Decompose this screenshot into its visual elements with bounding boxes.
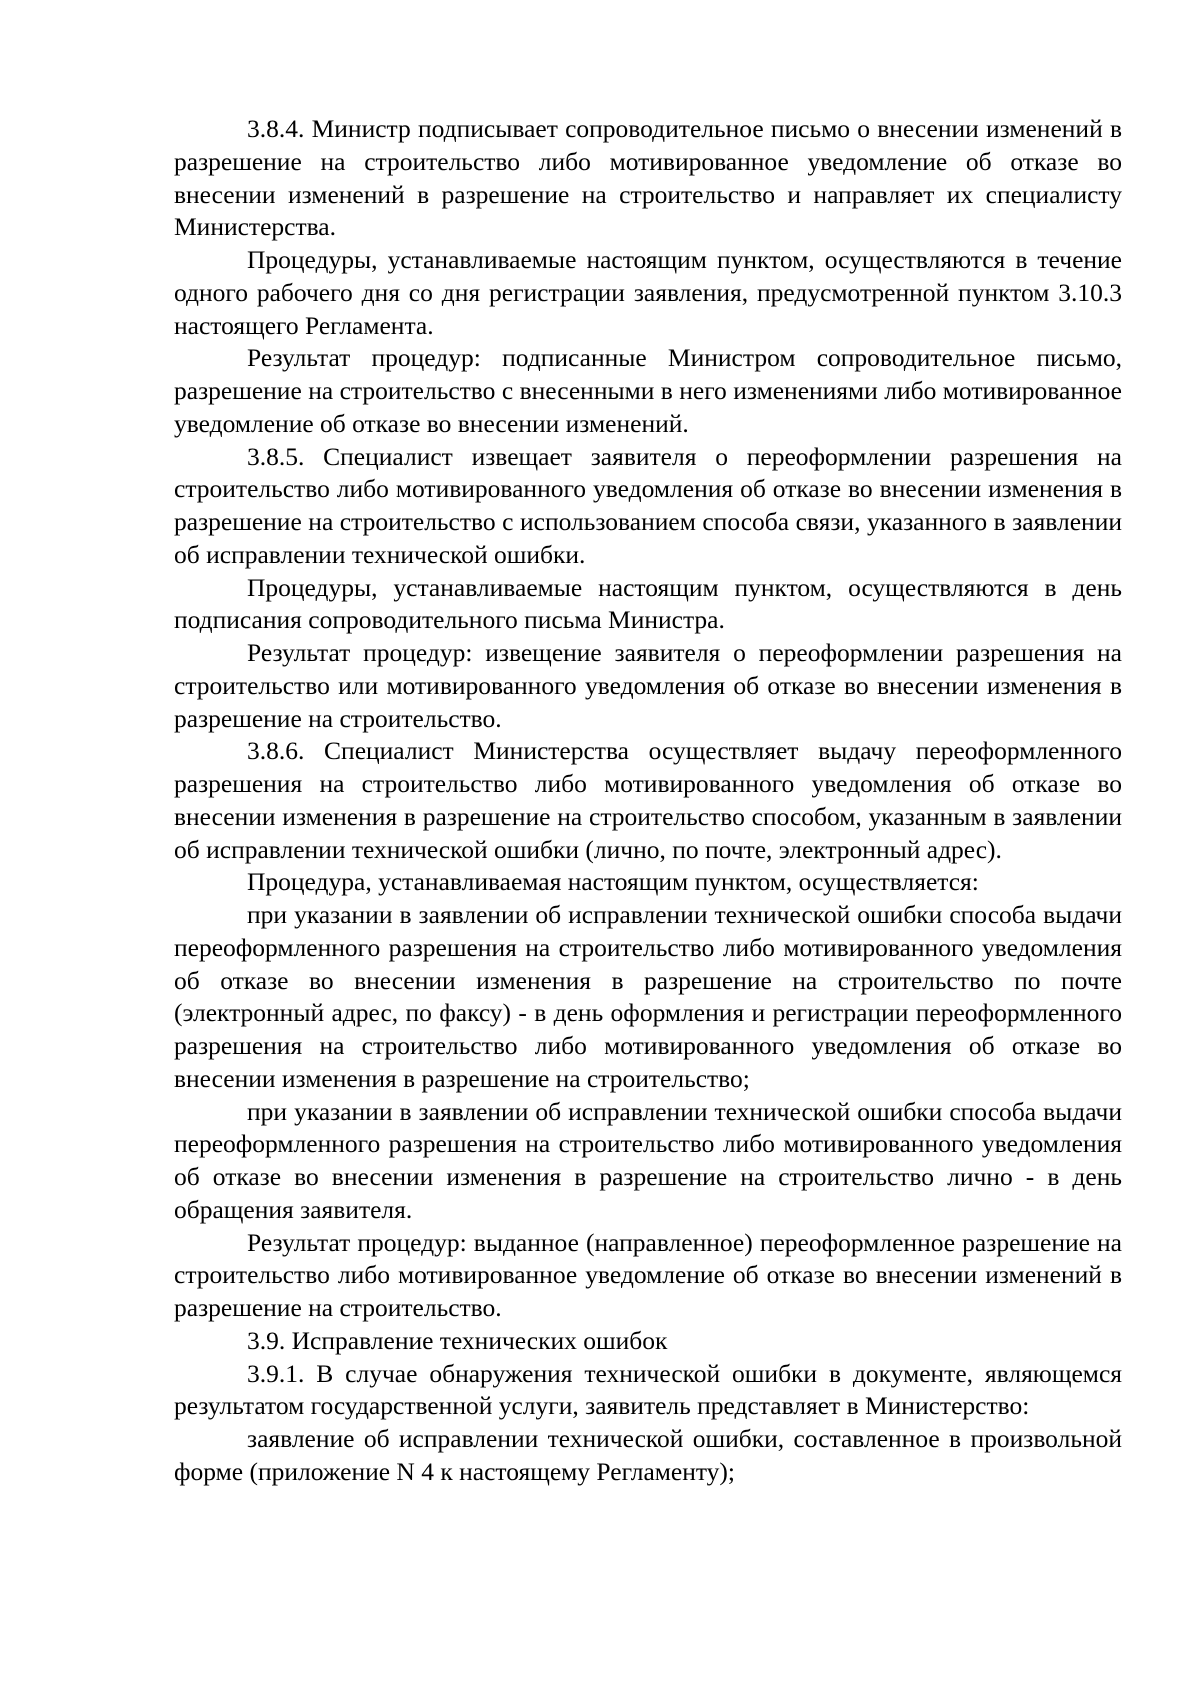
paragraph-3-8-5-procedures: Процедуры, устанавливаемые настоящим пунктом, осуществляются в день подписания сопроводительного письма Министра.: [174, 572, 1122, 635]
paragraph-3-8-6-result: Результат процедур: выданное (направленное) переоформленное разрешение на строительство либо мотивированное уведомление об отказе во внесении изменений в разрешение на строительство.: [174, 1227, 1122, 1322]
paragraph-3-8-4: 3.8.4. Министр подписывает сопроводительное письмо о внесении изменений в разрешение на строительство либо мотивированное уведомление об отказе во внесении изменений в разрешение на строительство и направляет их специалисту Министерства.: [174, 114, 1122, 242]
paragraph-3-8-6-procedure: Процедура, устанавливаемая настоящим пунктом, осуществляется:: [247, 867, 979, 897]
section-heading-3-9: 3.9. Исправление технических ошибок: [247, 1325, 668, 1355]
paragraph-3-8-4-result: Результат процедур: подписанные Министром сопроводительное письмо, разрешение на строительство с внесенными в него изменениями либо мотивированное уведомление об отказе во внесении изменений.: [174, 343, 1122, 438]
paragraph-3-8-5: 3.8.5. Специалист извещает заявителя о переоформлении разрешения на строительство либо мотивированного уведомления об отказе во внесении изменения в разрешение на строительство с использованием способа связи, указанного в заявлении об исправлении технической ошибки.: [174, 441, 1122, 569]
paragraph-3-8-6: 3.8.6. Специалист Министерства осуществляет выдачу переоформленного разрешения на строительство либо мотивированного уведомления об отказе во внесении изменения в разрешение на строительство способом, указанным в заявлении об исправлении технической ошибки (лично, по почте, электронный адрес).: [174, 736, 1122, 864]
paragraph-3-9-1: 3.9.1. В случае обнаружения технической ошибки в документе, являющемся результатом государственной услуги, заявитель представляет в Министерство:: [174, 1358, 1122, 1421]
paragraph-3-8-4-procedures: Процедуры, устанавливаемые настоящим пунктом, осуществляются в течение одного рабочего дня со дня регистрации заявления, предусмотренной пунктом 3.10.3 настоящего Регламента.: [174, 245, 1122, 340]
document-body: [174, 113, 1122, 1489]
paragraph-3-8-5-result: Результат процедур: извещение заявителя о переоформлении разрешения на строительство или мотивированного уведомления об отказе во внесении изменения в разрешение на строительство.: [174, 638, 1122, 733]
paragraph-3-9-1-application: заявление об исправлении технической ошибки, составленное в произвольной форме (приложение N 4 к настоящему Регламенту);: [174, 1424, 1122, 1486]
paragraph-3-8-6-by-mail: при указании в заявлении об исправлении технической ошибки способа выдачи переоформленного разрешения на строительство либо мотивированного уведомления об отказе во внесении изменения в разрешение на строительство по почте (электронный адрес, по факсу) - в день оформления и регистрации переоформленного разрешения на строительство либо мотивированного уведомления об отказе во внесении изменения в разрешение на строительство;: [174, 900, 1122, 1093]
paragraph-3-8-6-in-person: при указании в заявлении об исправлении технической ошибки способа выдачи переоформленного разрешения на строительство либо мотивированного уведомления об отказе во внесении изменения в разрешение на строительство лично - в день обращения заявителя.: [174, 1096, 1122, 1224]
